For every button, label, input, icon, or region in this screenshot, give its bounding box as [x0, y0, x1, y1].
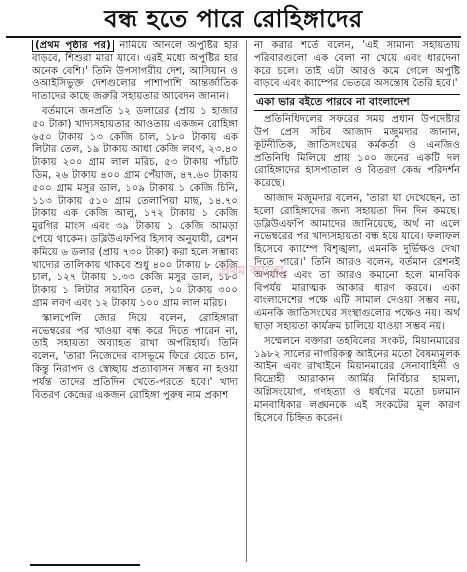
- watermark: প্রথম আলো: [220, 264, 284, 279]
- continuation-paragraph: না করার শর্তে বলেন, 'এই সামান্য সহায়তায় পরিবারগুলো এক বেলা না খেয়ে এবং ধারদেনা করে চলে। তাই এটা আরও কমে গেলে অপুষ্টি বাড়বে এবং ক্যাম্পের ভেতরে অসন্তোষ তৈরি হবে।': [254, 40, 460, 90]
- scalpelli-paragraph: স্কালপেলি জোর দিয়ে বলেন, রোহিঙ্গারা নভেম্বরের পর খাওয়া বন্ধ করে দিতে পারেন না, তাই সহায়তা অব্যাহত রাখা অপরিহার্য। তিনি বলেন, 'তারা নিজেদের বাসভূমে ফিরে যেতে চান, কিন্তু নিরাপদ ও স্বেচ্ছায় প্রত্যাবাসন সম্ভব না হওয়া পর্যন্ত তাদের প্রতিদিন খেতে-পরতে হবে।' খাদ্য বিতরণ কেন্দ্রের একজন রোহিঙ্গা পুরুষ নাম প্রকাশ: [32, 312, 238, 401]
- column-divider: [246, 40, 247, 562]
- continued-label: (প্রথম পৃষ্ঠার পর): [32, 40, 114, 52]
- lead-paragraph-text: নামিয়ে আনলে অপুষ্টির হার বাড়বে, শিশুরা মারা যাবে। এরই মধ্যে অপুষ্টির হার অনেক বেশি।' তিনি উপসাগরীয় দেশ, আসিয়ান ও ওআইসিভুক্ত দেশগুলোর পাশাপাশি আন্তর্জাতিক দাতাদের কাছে জরুরি সহায়তার আবেদন জানান।: [32, 40, 238, 103]
- article-column-left: [32, 40, 238, 560]
- quote-paragraph: আজাদ মজুমদার বলেন, 'তারা যা দেখেছেন, তা হলো রোহিঙ্গাদের জন্য সহায়তা দিন দিন কমছে। ডব্লিউএফপি আমাদের জানিয়েছে, অর্থ না এলে নভেম্বরের পর খাদ্যসহায়তা বন্ধ হয়ে যাবে। ফলাফল হিসেবে ক্যাম্পে বিশৃঙ্খলা, এমনকি দুর্ভিক্ষও দেখা দিতে পারে।' তিনি আরও বলেন, বর্তমান রেশনই অপর্যাপ্ত এবং তা আরও কমানো হলে মানবিক বিপর্যয় মারাত্মক আকার ধারণ করবে। একা বাংলাদেশের পক্ষে এটি সামাল দেওয়া সম্ভব নয়, এমনকি জাতিসংঘের সংস্থাগুলোর পক্ষেও নয়। অর্থ ছাড়া সহায়তা কার্যক্রম চালিয়ে যাওয়া সম্ভব নয়।: [254, 192, 460, 332]
- headline: বন্ধ হতে পারে রোহিঙ্গাদের: [104, 5, 363, 33]
- conference-paragraph: সম্মেলনে বক্তারা তহবিলের সংকট, মিয়ানমারের ১৯৮২ সালের নাগরিকত্ব আইনের মতো বৈষম্যমূলক আইন এবং রাখাইনে মিয়ানমারের সেনাবাহিনী ও বিদ্রোহী আরাকান আর্মির নির্বিচার হামলা, অগ্নিসংযোগ, গণহত্যা ও ধর্ষণের মতো চলমান মানবাধিকার লঙ্ঘনকে এই সংকটের মূল কারণ হিসেবে চিহ্নিত করেন।: [254, 335, 460, 424]
- delegation-paragraph: প্রতিনিধিদলের সফরের সময় প্রধান উপদেষ্টার উপ প্রেস সচিব আজাদ মজুমদার জানান, কূটনীতিক, জাতিসংঘের কর্মকর্তা ও এনজিও প্রতিনিধি মিলিয়ে প্রায় ১০০ জনের একটি দল রোহিঙ্গাদের হাসপাতাল ও বিতরণ কেন্দ্র পরিদর্শন করেছে।: [254, 114, 460, 190]
- article-column-right: [254, 40, 460, 560]
- headline-rule: [6, 36, 461, 38]
- bottom-rule: [30, 564, 140, 566]
- subheading: একা ভার বইতে পারবে না বাংলাদেশ: [254, 94, 460, 111]
- lead-paragraph: [32, 40, 238, 104]
- ration-paragraph: বর্তমানে জনপ্রতি ১২ ডলারের (প্রায় ১ হাজার ৫০ টাকা) খাদ্যসহায়তার আওতায় একজন রোহিঙ্গা ৬৫০ টাকায় ১৩ কেজি চাল, ১৮০ টাকায় এক লিটার তেল, ১৯ টাকায় আধা কেজি লবণ, ২৩.৪০ টাকায় ২০০ গ্রাম লাল মরিচ, ৫৩ টাকায় পাঁচটি ডিম, ২৬ টাকায় ৪০০ গ্রাম পেঁয়াজ, ৪৭.৬০ টাকায় ৫০০ গ্রাম মসুর ডাল, ১০৯ টাকায় ১ কেজি চিনি, ১১৩ টাকায় ৫১০ গ্রাম তেলাপিয়া মাছ, ১৪.৭০ টাকায় এক কেজি আলু, ১৭২ টাকায় ১ কেজি মুরগির মাংস এবং ৩৯ টাকায় ১ কেজি আমড়া পেয়ে থাকেন। ডব্লিউএফপির হিসাব অনুযায়ী, রেশন কমিয়ে ৬ ডলার (প্রায় ৭৩০ টাকা) করা হলে সম্ভাব্য খাদ্যের তালিকায় থাকবে শুধু ৪০০ টাকায় ৮ কেজি চাল, ১২৭ টাকায় ১.৩৩ কেজি মসুর ডাল, ১৮০ টাকায় ১ লিটার সয়াবিন তেল, ১০ টাকায় ৩০০ গ্রাম লবণ এবং ১২ টাকায় ১০০ গ্রাম লাল মরিচ।: [32, 105, 238, 309]
